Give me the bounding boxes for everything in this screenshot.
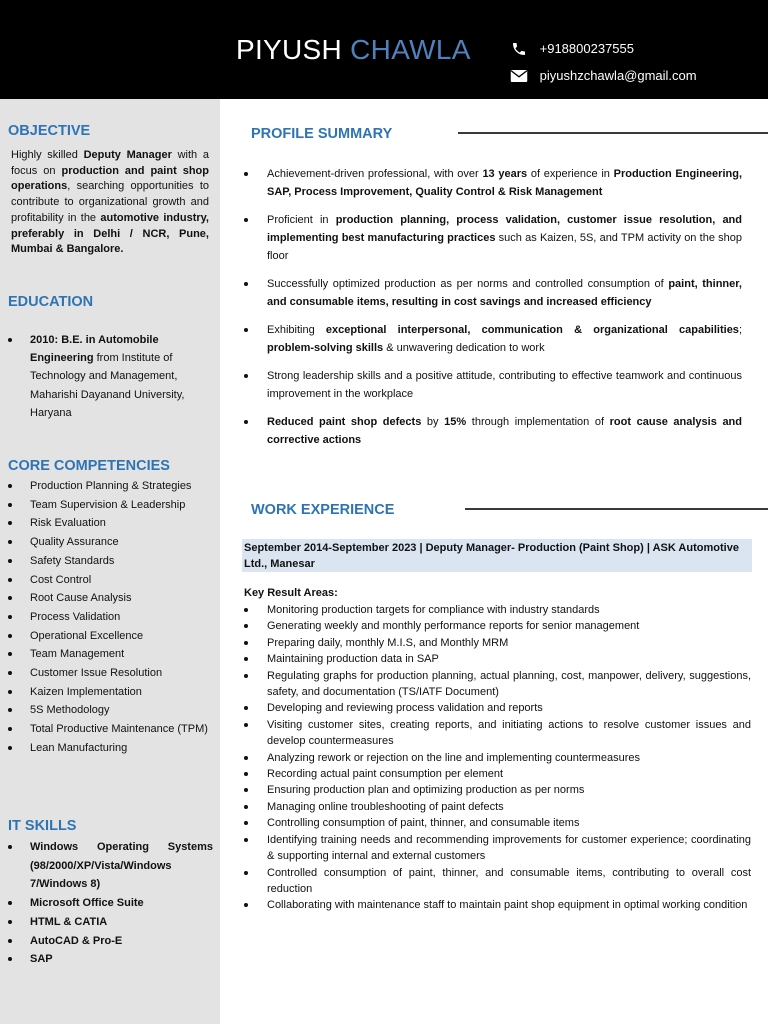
kra-item: Managing online troubleshooting of paint defects: [242, 799, 751, 815]
it-skills-list: [8, 838, 213, 969]
education-list: [8, 331, 204, 422]
core-competencies-list: [8, 477, 213, 758]
bold-text: production planning, process validation, customer issue resolution, and implementing best manufacturing practices: [267, 214, 742, 244]
text: through implementation of: [466, 416, 610, 428]
it-skill-item: Microsoft Office Suite: [8, 894, 213, 913]
kra-item: Controlling consumption of paint, thinner, and consumable items: [242, 815, 751, 831]
text: Highly skilled: [11, 149, 84, 161]
text: & unwavering dedication to work: [383, 342, 545, 354]
competency-item: 5S Methodology: [8, 701, 213, 720]
it-skill-item: HTML & CATIA: [8, 913, 213, 932]
first-name: PIYUSH: [236, 34, 343, 65]
competency-item: Cost Control: [8, 571, 213, 590]
bold-text: exceptional interpersonal, communication & organizational capabilities: [325, 324, 739, 336]
contact-phone: [510, 40, 634, 57]
bold-text: Reduced paint shop defects: [267, 416, 422, 428]
bold-text: 13 years: [482, 168, 528, 180]
kra-item: Monitoring production targets for compliance with industry standards: [242, 602, 751, 618]
summary-item: [242, 165, 742, 201]
kra-item: Developing and reviewing process validation and reports: [242, 700, 751, 716]
kra-item: Regulating graphs for production planning, actual planning, cost, manpower, delivery, suggestions, safety, and documentation (TS/IATF Document): [242, 668, 751, 701]
competency-item: Customer Issue Resolution: [8, 664, 213, 683]
it-skill-os-words: [30, 838, 213, 857]
summary-item: [242, 413, 742, 449]
competency-item: Team Management: [8, 645, 213, 664]
competency-item: Safety Standards: [8, 552, 213, 571]
profile-summary-list: [242, 165, 742, 459]
competency-item: Kaizen Implementation: [8, 683, 213, 702]
summary-item: [242, 211, 742, 265]
kra-item: Identifying training needs and recommending improvements for customer experience; coordinating & supporting internal and external customers: [242, 832, 751, 865]
kra-item: Generating weekly and monthly performance reports for senior management: [242, 618, 751, 634]
job-title-band: September 2014-September 2023 | Deputy Manager- Production (Paint Shop) | ASK Automotive Ltd., Manesar: [242, 539, 752, 572]
text: Strong leadership skills and a positive attitude, contributing to effective teamwork and continuous improvement in the workplace: [267, 370, 742, 400]
phone-icon: [510, 41, 528, 57]
kra-item: Collaborating with maintenance staff to maintain paint shop equipment in optimal working condition: [242, 897, 751, 913]
kra-item: Ensuring production plan and optimizing production as per norms: [242, 782, 751, 798]
phone-number: +918800237555: [539, 41, 634, 57]
profile-summary-title: PROFILE SUMMARY: [251, 126, 393, 142]
bold-text: Production Engineering, SAP, Process Improvement, Quality Control & Risk Management: [267, 168, 743, 198]
word: Operating: [96, 841, 149, 853]
competency-item: Process Validation: [8, 608, 213, 627]
profile-summary-divider: [458, 132, 768, 134]
education-title: EDUCATION: [8, 294, 94, 310]
bold-text: automotive industry, preferably in Delhi / NCR, Pune, Mumbai & Bangalore.: [11, 211, 209, 256]
text: by: [421, 416, 445, 428]
kra-item: Controlled consumption of paint, thinner, and consumable items, contributing to overall cost reduction: [242, 865, 751, 898]
competency-item: Total Productive Maintenance (TPM): [8, 720, 213, 739]
candidate-name: [236, 34, 471, 66]
bold-text: production and paint shop operations: [11, 164, 209, 193]
text: such as Kaizen, 5S, and TPM activity on the shop floor: [267, 232, 742, 262]
bold-text: problem-solving skills: [267, 342, 384, 354]
objective-text: [11, 148, 209, 258]
word: Windows: [30, 841, 79, 853]
summary-item: [242, 367, 742, 403]
text: , searching opportunities to contribute to organizational growth and profitability in the: [11, 180, 209, 224]
bold-text: Deputy Manager: [83, 149, 172, 161]
core-competencies-title: CORE COMPETENCIES: [8, 458, 170, 474]
kra-item: Analyzing rework or rejection on the line and implementing countermeasures: [242, 750, 751, 766]
text: Proficient in: [267, 214, 336, 226]
bold-text: 2010: B.E. in Automobile Engineering: [30, 334, 159, 365]
text: of experience in: [527, 168, 614, 180]
email-icon: [510, 68, 528, 84]
it-skill-item: [8, 838, 213, 894]
last-name: CHAWLA: [350, 34, 471, 65]
competency-item: Risk Evaluation: [8, 514, 213, 533]
bold-text: 15%: [444, 416, 467, 428]
work-experience-divider: [465, 508, 768, 510]
competency-item: Team Supervision & Leadership: [8, 496, 213, 515]
kra-item: Preparing daily, monthly M.I.S, and Monthly MRM: [242, 635, 751, 651]
summary-item: [242, 275, 742, 311]
competency-item: Production Planning & Strategies: [8, 477, 213, 496]
contact-email: [510, 67, 697, 84]
text: ;: [738, 324, 742, 336]
text: with a focus on: [11, 149, 210, 177]
text: Achievement-driven professional, with over: [267, 168, 483, 180]
text: Exhibiting: [267, 324, 326, 336]
resume-header: [0, 0, 768, 99]
it-skill-item: SAP: [8, 950, 213, 969]
bold-text: root cause analysis and corrective actions: [267, 416, 742, 446]
kra-item: Maintaining production data in SAP: [242, 651, 751, 667]
competency-item: Root Cause Analysis: [8, 589, 213, 608]
email-address[interactable]: piyushzchawla@gmail.com: [539, 68, 697, 84]
key-result-areas-title: Key Result Areas:: [244, 587, 338, 599]
education-item: [8, 331, 204, 422]
text: Successfully optimized production as per norms and controlled consumption of: [267, 278, 669, 290]
it-skills-title: IT SKILLS: [8, 818, 77, 834]
kra-item: Visiting customer sites, creating reports, and initiating actions to resolve customer issues and develop countermeasures: [242, 717, 751, 750]
kra-item: Recording actual paint consumption per element: [242, 766, 751, 782]
bold-text: paint, thinner, and consumable items, resulting in cost savings and increased efficiency: [267, 278, 742, 308]
objective-title: OBJECTIVE: [8, 123, 91, 139]
competency-item: Operational Excellence: [8, 627, 213, 646]
work-experience-title: WORK EXPERIENCE: [251, 502, 395, 518]
key-result-areas-list: [242, 602, 751, 914]
competency-item: Lean Manufacturing: [8, 739, 213, 758]
competency-item: Quality Assurance: [8, 533, 213, 552]
text: from Institute of Technology and Management, Maharishi Dayanand University, Haryana: [30, 352, 185, 419]
it-skill-os-versions: (98/2000/XP/Vista/Windows 7/Windows 8): [30, 859, 172, 891]
word: Systems: [167, 841, 213, 853]
it-skill-item: AutoCAD & Pro-E: [8, 932, 213, 951]
summary-item: [242, 321, 742, 357]
